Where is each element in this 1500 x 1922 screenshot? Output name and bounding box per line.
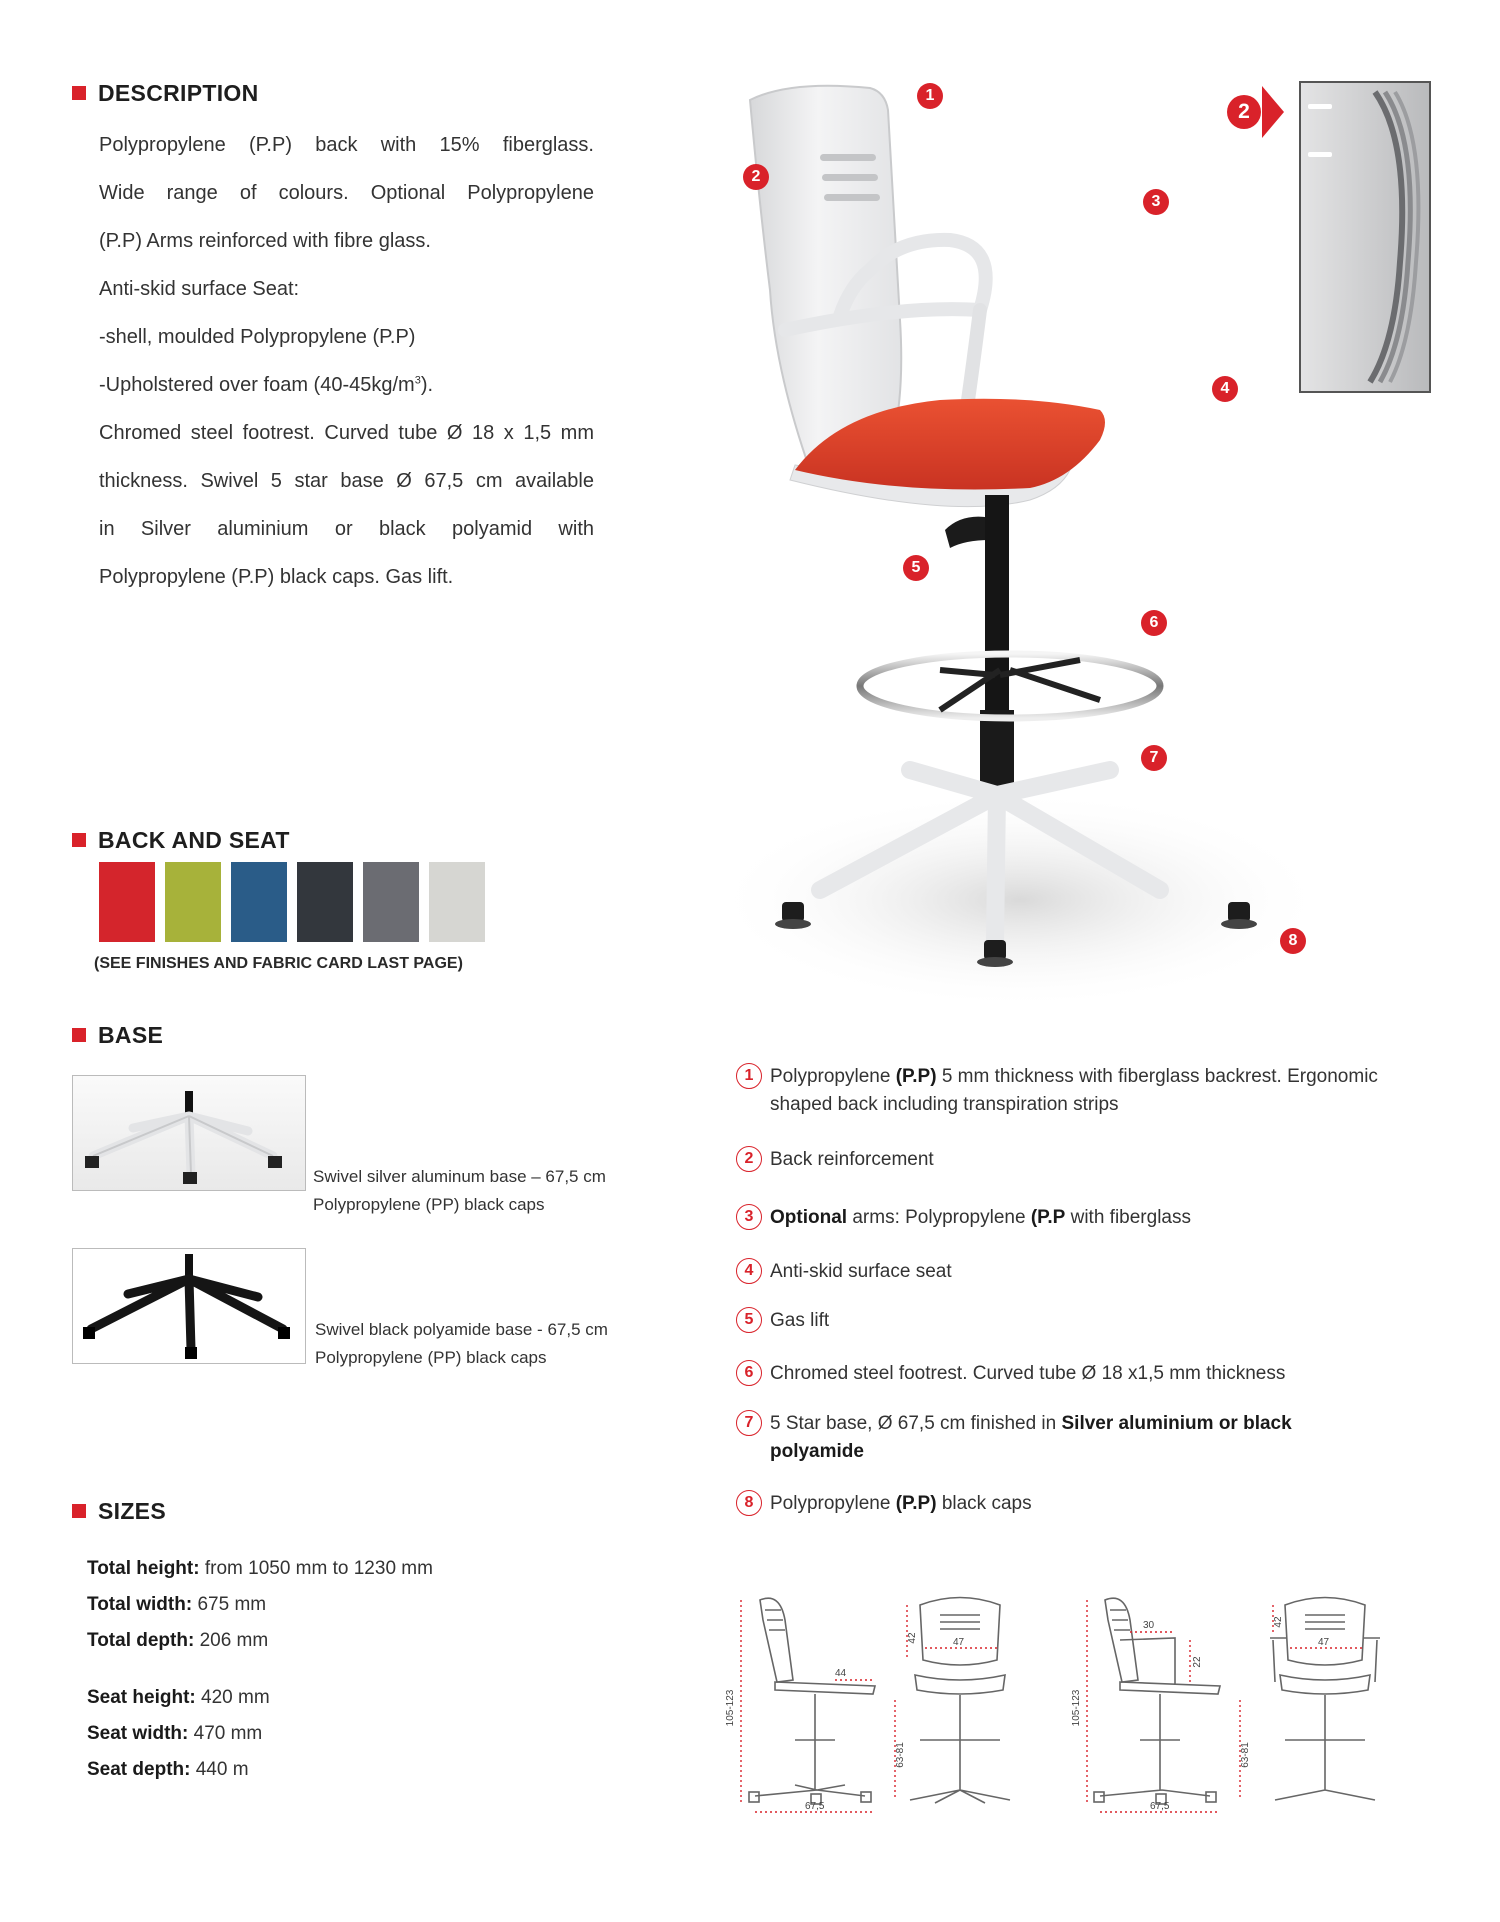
callout-3: 3 xyxy=(1143,189,1169,215)
silver-base-icon xyxy=(73,1076,305,1190)
feature-text-part: shaped back including transpiration strips xyxy=(770,1094,1119,1115)
size-seat-height: Seat height: 420 mm xyxy=(87,1687,270,1708)
feature-text-part: (P.P xyxy=(1030,1207,1066,1228)
size-total-width: Total width: 675 mm xyxy=(87,1594,267,1615)
front-view-arms-drawing xyxy=(1270,1598,1380,1801)
feature-text-part: Anti-skid surface seat xyxy=(770,1261,952,1282)
finishes-note: (SEE FINISHES AND FABRIC CARD LAST PAGE) xyxy=(94,955,463,972)
description-line: Wide range of colours. Optional Polypropylene xyxy=(99,182,594,204)
feature-number-icon: 5 xyxy=(736,1307,762,1333)
color-swatch-light-grey[interactable] xyxy=(429,862,485,942)
chair-product-image xyxy=(700,70,1320,1010)
base-option-silver-image[interactable] xyxy=(72,1075,306,1191)
dim-label: 105-123 xyxy=(1071,1689,1082,1727)
feature-line xyxy=(770,1204,1191,1232)
color-swatch-blue[interactable] xyxy=(231,862,287,942)
feature-text-part: Gas lift xyxy=(770,1310,830,1331)
callout-1: 1 xyxy=(917,83,943,109)
feature-text-part: Chromed steel footrest. Curved tube Ø 18 x1,5 mm thickness xyxy=(770,1363,1286,1384)
color-swatch-grey[interactable] xyxy=(363,862,419,942)
feature-line xyxy=(770,1258,952,1286)
callout-2: 2 xyxy=(743,164,769,190)
superscript: 3 xyxy=(414,374,421,387)
feature-text-part: Silver aluminium or black xyxy=(1061,1413,1292,1434)
feature-text xyxy=(770,1360,1285,1388)
feature-number-icon: 4 xyxy=(736,1258,762,1284)
feature-text-part: with fiberglass xyxy=(1065,1207,1191,1228)
side-view-drawing xyxy=(749,1598,875,1804)
base-option-silver-caption: Swivel silver aluminum base – 67,5 cm Polypropylene (PP) black caps xyxy=(313,1167,606,1214)
feature-number-icon: 2 xyxy=(736,1146,762,1172)
base-option-black-caption: Swivel black polyamide base - 67,5 cm Polypropylene (PP) black caps xyxy=(315,1320,608,1367)
description-line: Polypropylene (P.P) black caps. Gas lift. xyxy=(99,566,454,588)
detail-pointer-icon xyxy=(1262,86,1284,138)
feature-text-part: polyamide xyxy=(770,1441,864,1462)
feature-text-part: Polypropylene xyxy=(770,1493,896,1514)
dim-label: 47 xyxy=(1318,1637,1330,1648)
technical-drawings xyxy=(725,1590,1395,1820)
feature-line xyxy=(770,1091,1378,1119)
dim-label: 63-81 xyxy=(1240,1742,1251,1768)
description-heading: DESCRIPTION xyxy=(72,80,258,107)
back-reinforcement-detail-image xyxy=(1300,82,1430,392)
feature-line xyxy=(770,1490,1032,1518)
color-swatch-olive[interactable] xyxy=(165,862,221,942)
description-line: Chromed steel footrest. Curved tube Ø 18 x 1,5 mm xyxy=(99,422,594,444)
dim-label: 44 xyxy=(835,1668,847,1679)
feature-text-part: black caps xyxy=(936,1493,1032,1514)
color-swatch-anthracite[interactable] xyxy=(297,862,353,942)
description-line: -shell, moulded Polypropylene (P.P) xyxy=(99,326,416,348)
feature-number-icon: 1 xyxy=(736,1063,762,1089)
feature-text xyxy=(770,1204,1191,1232)
dim-label: 22 xyxy=(1192,1656,1203,1668)
detail-callout-2: 2 xyxy=(1227,95,1261,129)
feature-text xyxy=(770,1410,1292,1466)
feature-text-part: Polypropylene xyxy=(770,1066,896,1087)
side-view-arms-drawing xyxy=(1094,1598,1220,1804)
size-total-depth: Total depth: 206 mm xyxy=(87,1630,269,1651)
feature-number-icon: 3 xyxy=(736,1204,762,1230)
color-swatch-red[interactable] xyxy=(99,862,155,942)
feature-text-part: arms: Polypropylene xyxy=(847,1207,1031,1228)
feature-line xyxy=(770,1410,1292,1438)
description-line: in Silver aluminium or black polyamid with xyxy=(99,518,594,540)
sizes-heading: SIZES xyxy=(72,1498,166,1525)
dim-label: 67,5 xyxy=(805,1801,825,1812)
callout-5: 5 xyxy=(903,555,929,581)
size-seat-width: Seat width: 470 mm xyxy=(87,1723,263,1744)
bullet-square-icon xyxy=(72,1028,86,1042)
feature-line xyxy=(770,1146,934,1174)
feature-line xyxy=(770,1063,1378,1091)
dim-label: 42 xyxy=(907,1632,918,1644)
feature-text xyxy=(770,1146,934,1174)
feature-line xyxy=(770,1307,829,1335)
callout-6: 6 xyxy=(1141,610,1167,636)
feature-number-icon: 8 xyxy=(736,1490,762,1516)
front-view-drawing xyxy=(910,1598,1010,1804)
bullet-square-icon xyxy=(72,833,86,847)
feature-line xyxy=(770,1438,1292,1466)
black-base-icon xyxy=(73,1249,305,1363)
feature-text-part: Back reinforcement xyxy=(770,1149,934,1170)
callout-4: 4 xyxy=(1212,376,1238,402)
feature-number-icon: 7 xyxy=(736,1410,762,1436)
feature-text-part: Optional xyxy=(770,1207,848,1228)
dim-label: 42 xyxy=(1273,1616,1284,1628)
feature-text-part: 5 Star base, Ø 67,5 cm finished in xyxy=(770,1413,1062,1434)
dim-label: 63-81 xyxy=(895,1742,906,1768)
bullet-square-icon xyxy=(72,1504,86,1518)
feature-text-part: (P.P) xyxy=(895,1066,937,1087)
feature-number-icon: 6 xyxy=(736,1360,762,1386)
callout-8: 8 xyxy=(1280,928,1306,954)
feature-text xyxy=(770,1063,1378,1119)
description-line: Polypropylene (P.P) back with 15% fiberglass. xyxy=(99,134,594,156)
feature-text-part: 5 mm thickness with fiberglass backrest. Ergonomic xyxy=(936,1066,1378,1087)
size-total-height: Total height: from 1050 mm to 1230 mm xyxy=(87,1558,433,1579)
dim-label: 67,5 xyxy=(1150,1801,1170,1812)
bullet-square-icon xyxy=(72,86,86,100)
description-line: Anti-skid surface Seat: xyxy=(99,278,300,300)
dim-label: 30 xyxy=(1143,1620,1155,1631)
feature-text-part: (P.P) xyxy=(895,1493,937,1514)
description-line: (P.P) Arms reinforced with fibre glass. xyxy=(99,230,431,252)
dim-label: 47 xyxy=(953,1637,965,1648)
feature-line xyxy=(770,1360,1285,1388)
base-option-black-image[interactable] xyxy=(72,1248,306,1364)
dim-label: 105-123 xyxy=(725,1689,736,1727)
feature-text xyxy=(770,1258,952,1286)
description-line: -Upholstered over foam $(40-45kg/m^3)$. xyxy=(99,374,434,396)
description-line: thickness. Swivel 5 star base Ø 67,5 cm available xyxy=(99,470,594,492)
size-seat-depth: Seat depth: 440 m xyxy=(87,1759,249,1780)
base-heading: BASE xyxy=(72,1022,163,1049)
feature-text xyxy=(770,1307,829,1335)
feature-text xyxy=(770,1490,1032,1518)
back-seat-heading: BACK AND SEAT xyxy=(72,827,290,854)
callout-7: 7 xyxy=(1141,745,1167,771)
